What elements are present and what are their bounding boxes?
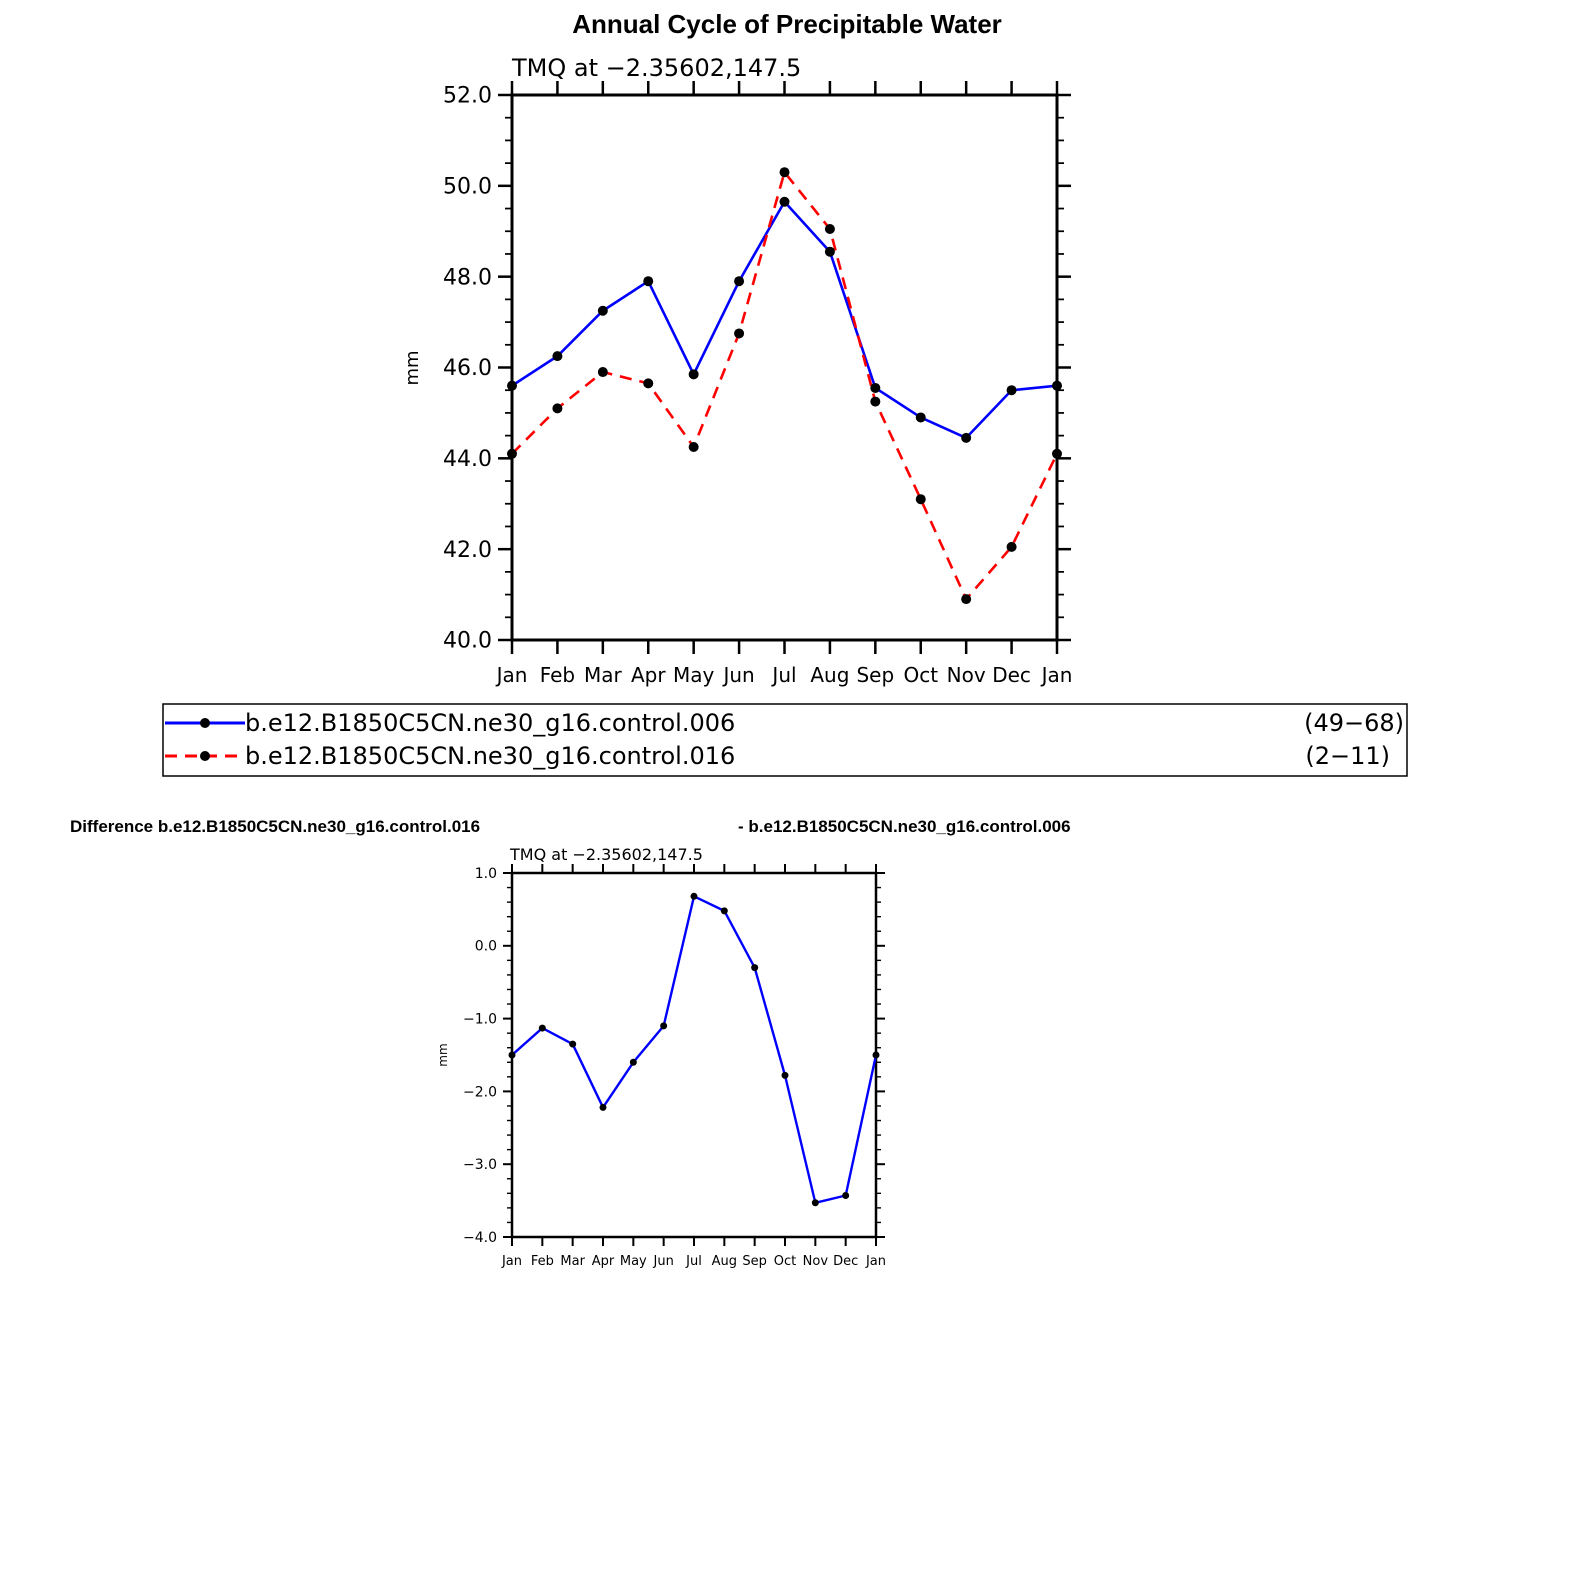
x-tick-label: Jun xyxy=(723,663,755,687)
series-0-point xyxy=(643,276,653,286)
series-0-point xyxy=(961,433,971,443)
y-tick-label: 50.0 xyxy=(443,174,492,200)
x-tick-label: May xyxy=(672,663,715,687)
series-0-point xyxy=(842,1192,849,1199)
legend-years-control-006: (49−68) xyxy=(1304,709,1404,737)
series-1-point xyxy=(507,449,517,459)
x-tick-label: Mar xyxy=(583,663,622,687)
series-1-point xyxy=(916,494,926,504)
top-chart-subtitle: TMQ at −2.35602,147.5 xyxy=(512,54,802,82)
x-tick-label: Nov xyxy=(946,663,986,687)
x-tick-label: Nov xyxy=(802,1254,829,1269)
x-tick-label: Jan xyxy=(865,1254,887,1269)
top-series-points xyxy=(507,167,1062,604)
series-0-point xyxy=(507,381,517,391)
bottom-chart-title-left: Difference b.e12.B1850C5CN.ne30_g16.control.016 xyxy=(70,817,481,836)
x-tick-label: Jan xyxy=(1041,663,1073,687)
series-0-point xyxy=(598,306,608,316)
legend-label-control-016: b.e12.B1850C5CN.ne30_g16.control.016 xyxy=(245,742,736,770)
y-tick-label: −1.0 xyxy=(463,1011,497,1028)
series-0-point xyxy=(721,907,728,914)
series-0-point xyxy=(689,369,699,379)
series-1-point xyxy=(598,367,608,377)
y-tick-label: 48.0 xyxy=(443,265,492,291)
legend xyxy=(163,704,1407,776)
top-series-lines xyxy=(512,172,1057,599)
series-0-point xyxy=(569,1041,576,1048)
bottom-y-axis-label: mm xyxy=(436,1043,450,1067)
x-tick-label: Feb xyxy=(530,1254,554,1269)
series-0-point xyxy=(660,1022,667,1029)
series-0-point xyxy=(1007,385,1017,395)
bottom-series-points xyxy=(509,893,880,1206)
y-tick-label: 52.0 xyxy=(443,83,492,109)
series-1-point xyxy=(870,397,880,407)
x-tick-label: Aug xyxy=(810,663,850,687)
bottom-chart xyxy=(70,817,1071,1269)
bottom-axes xyxy=(463,864,886,1269)
top-axes xyxy=(443,81,1072,687)
series-0-point xyxy=(691,893,698,900)
y-tick-label: 42.0 xyxy=(443,537,492,563)
series-1-point xyxy=(552,403,562,413)
series-0-point xyxy=(780,197,790,207)
x-tick-label: Sep xyxy=(742,1254,767,1269)
series-1-point xyxy=(734,328,744,338)
x-tick-label: Apr xyxy=(630,663,666,687)
series-0-point xyxy=(552,351,562,361)
bottom-series-lines xyxy=(512,896,876,1202)
series-0-point xyxy=(812,1199,819,1206)
bottom-chart-title-right: - b.e12.B1850C5CN.ne30_g16.control.006 xyxy=(738,817,1071,836)
series-line-0 xyxy=(512,896,876,1202)
x-tick-label: Jan xyxy=(501,1254,523,1269)
y-tick-label: 40.0 xyxy=(443,628,492,654)
series-0-point xyxy=(630,1059,637,1066)
y-tick-label: −4.0 xyxy=(463,1229,497,1246)
y-tick-label: −2.0 xyxy=(463,1084,497,1101)
x-tick-label: Sep xyxy=(856,663,895,687)
series-0-point xyxy=(825,247,835,257)
series-0-point xyxy=(734,276,744,286)
legend-marker-control-016 xyxy=(200,751,210,761)
y-tick-label: 0.0 xyxy=(474,938,497,955)
y-tick-label: 1.0 xyxy=(474,865,497,882)
series-1-point xyxy=(1052,449,1062,459)
bottom-plot-frame xyxy=(512,873,876,1237)
series-1-point xyxy=(643,378,653,388)
x-tick-label: Mar xyxy=(560,1254,585,1269)
top-chart xyxy=(402,9,1072,687)
x-tick-label: Jan xyxy=(496,663,528,687)
series-0-point xyxy=(870,383,880,393)
series-0-point xyxy=(1052,381,1062,391)
legend-marker-control-006 xyxy=(200,718,210,728)
series-line-1 xyxy=(512,172,1057,599)
series-1-point xyxy=(1007,542,1017,552)
x-tick-label: Jul xyxy=(686,1254,702,1269)
top-chart-title: Annual Cycle of Precipitable Water xyxy=(572,9,1002,39)
legend-years-control-016: (2−11) xyxy=(1305,742,1390,770)
series-1-point xyxy=(780,167,790,177)
x-tick-label: Aug xyxy=(711,1254,738,1269)
x-tick-label: Dec xyxy=(992,663,1031,687)
x-tick-label: Feb xyxy=(539,663,576,687)
x-tick-label: Apr xyxy=(591,1254,615,1269)
bottom-chart-subtitle: TMQ at −2.35602,147.5 xyxy=(510,845,703,864)
series-line-0 xyxy=(512,202,1057,438)
series-1-point xyxy=(961,594,971,604)
x-tick-label: May xyxy=(619,1254,647,1269)
series-0-point xyxy=(873,1052,880,1059)
series-0-point xyxy=(916,412,926,422)
x-tick-label: Jun xyxy=(653,1254,674,1269)
x-tick-label: Oct xyxy=(903,663,939,687)
x-tick-label: Dec xyxy=(833,1254,859,1269)
top-y-axis-label: mm xyxy=(402,350,423,386)
y-tick-label: 46.0 xyxy=(443,356,492,382)
x-tick-label: Jul xyxy=(772,663,797,687)
legend-label-control-006: b.e12.B1850C5CN.ne30_g16.control.006 xyxy=(245,709,736,737)
series-0-point xyxy=(782,1072,789,1079)
series-0-point xyxy=(751,964,758,971)
series-1-point xyxy=(825,224,835,234)
series-1-point xyxy=(689,442,699,452)
y-tick-label: 44.0 xyxy=(443,447,492,473)
series-0-point xyxy=(509,1052,516,1059)
y-tick-label: −3.0 xyxy=(463,1157,497,1174)
x-tick-label: Oct xyxy=(773,1254,797,1269)
series-0-point xyxy=(600,1104,607,1111)
series-0-point xyxy=(539,1025,546,1032)
